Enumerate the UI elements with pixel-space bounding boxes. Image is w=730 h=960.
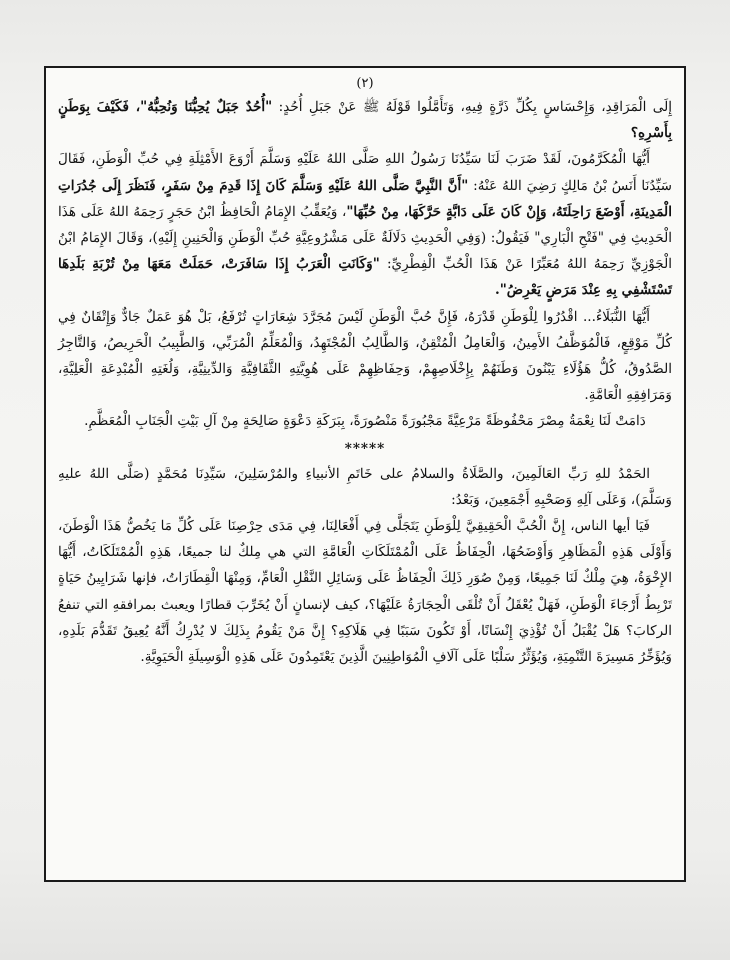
document-frame [44,66,686,882]
paragraph-1 [58,94,672,146]
hadith-quote: "أُحُدٌ جَبَلٌ يُحِبُّنَا وَنُحِبُّهُ"، فَكَيْفَ بِوَطَنٍ بِأَسْرِهِ؟ [58,99,672,142]
text-run: ، وَيُعَقِّبُ الإِمَامُ الْحَافِظُ ابْنُ حَجَرٍ رَحِمَهُ اللهُ عَلَى هَذَا الْحَدِيثِ فِي "فَتْحِ الْبَارِي" فَيَقُولُ: (وَفِي الْحَدِيثِ دَلَالَةٌ عَلَى مَشْرُوعِيَّةِ حُبِّ الْوَطَنِ وَالْحَنِينِ إِلَيْهِ)، وَقَالَ الإِمَامُ ابْنُ الْجَوْزِيِّ رَحِمَهُ اللهُ مُعَبِّرًا عَنْ هَذَا الْحُبِّ الْفِطْرِيِّ: [58,203,673,273]
text-run: الحَمْدُ للهِ رَبِّ العَالَمِينَ، والصَّلَاةُ والسلامُ على خَاتَمِ الأنبياءِ والمُرْسَلِينَ، سَيِّدِنَا مُحَمَّدٍ (صَلَّى اللهُ عليهِ وَسَلَّمَ)، وَعَلَى آلِهِ وَصَحْبِهِ أَجْمَعِينَ، وَبَعْدُ: [58,465,672,508]
text-run: أَيُّهَا النُّبَلَاءُ... اقْدُرُوا لِلْوَطَنِ قَدْرَهُ، فَإِنَّ حُبَّ الْوَطَنِ لَيْسَ مُجَرَّدَ شِعَارَاتٍ تُرْفَعُ، بَلْ هُوَ عَمَلٌ جَادٌّ وَإِتْقَانٌ فِي كُلِّ مَوْقِعٍ، فَالْمُوَظَّفُ الأَمِينُ، وَالْعَامِلُ الْمُتْقِنُ، وَالطَّالِبُ الْمُجْتَهِدُ، وَالْمُعَلِّمُ الْمُرَبِّي، وَالطَّبِيبُ الْحَرِيصُ، وَالتَّاجِرُ الصَّدُوقُ، كُلُّ هَؤُلَاءِ يَبْنُونَ وَطَنَهُمْ بِإِخْلَاصِهِمْ، وَحِفَاظِهِمْ عَلَى هُوِيَّتِهِ الثَّقَافِيَّةِ وَالدِّينِيَّةِ، وَلُغَتِهِ الْمُبْدِعَةِ الْعَلِيَّةِ، وَمَرَافِقِهِ الْعَامَّةِ. [58,308,672,404]
paragraph-2 [58,146,672,303]
page-number: (٢) [356,76,374,91]
paragraph-5 [58,461,672,513]
paragraph-6 [58,513,672,670]
document-body [58,76,672,872]
text-run: إِلَى الْمَرَاقِدِ، وَإِحْسَاسٍ بِكُلِّ ذَرَّةٍ فِيهِ، وَتَأَمَّلُوا قَوْلَهُ ﷺ عَنْ جَبَلِ أُحُدٍ: [272,99,673,115]
paragraph-3 [58,304,672,409]
section-separator: ***** [344,440,386,457]
text-run: أَيُّهَا الْمُكَرَّمُونَ، لَقَدْ ضَرَبَ لَنَا سَيِّدُنَا رَسُولُ اللهِ صَلَّى اللهُ عَلَيْهِ وَسَلَّمَ أَرْوَعَ الأَمْثِلَةِ فِي حُبِّ الْوَطَنِ، فَقَالَ سَيِّدُنَا أَنَسُ بْنُ مَالِكٍ رَضِيَ اللهُ عَنْهُ: [58,151,672,194]
hadith-quote: "أَنَّ النَّبِيَّ صَلَّى اللهُ عَلَيْهِ وَسَلَّمَ كَانَ إِذَا قَدِمَ مِنْ سَفَرٍ، فَنَظَرَ إِلَى جُدُرَاتِ الْمَدِينَةِ، أَوْضَعَ رَاحِلَتَهُ، وَإِنْ كَانَ عَلَى دَابَّةٍ حَرَّكَهَا، مِنْ حُبِّهَا" [58,177,672,220]
scholar-quote: "وَكَانَتِ الْعَرَبُ إِذَا سَافَرَتْ، حَمَلَتْ مَعَهَا مِنْ تُرْبَةِ بَلَدِهَا تَسْتَشْفِي بِهِ عِنْدَ مَرَضٍ يَعْرِضُ". [58,256,672,299]
text-run: فَيَا أيها الناس، إِنَّ الْحُبَّ الْحَقِيقِيَّ لِلْوَطَنِ يَتَجَلَّى فِي أَفْعَالِنَا، فِي مَدَى حِرْصِنَا عَلَى كُلِّ مَا يَخُصُّ هَذَا الْوَطَنَ، وَأَوْلَى هَذِهِ الْمَظَاهِرِ وَأَوْضَحُهَا، الْحِفَاظُ عَلَى الْمُمْتَلَكَاتِ الْعَامَّةِ التي هي مِلكٌ لنا جميعًا، هَذِهِ الْمُمْتَلَكَاتُ، أَيُّهَا الإِخْوَةُ، هِيَ مِلْكٌ لَنَا جَمِيعًا، وَمِنْ صُوَرِ ذَلِكَ الْحِفَاظُ عَلَى وَسَائِلِ النَّقْلِ الْعَامِّ، وَمِنْهَا الْقِطَارَاتُ، فإنها شَرَايِينُ حَيَاةٍ تَرْبِطُ أَرْجَاءَ الْوَطَنِ، فَهَلْ يُعْقَلُ أَنْ تُلْقَى الْحِجَارَةُ عَلَيْهَا؟، كيف لإنسانٍ أَنْ يُخَرِّبَ قطارًا ويعبث بمرافقهِ التي تنفعُ الركابَ؟ هَلْ يُقْبَلُ أَنْ تُؤْذِيَ إِنْسَانًا، أَوْ تَكُونَ سَبَبًا فِي هَلَاكِهِ؟ إِنَّ مَنْ يَقُومُ بِذَلِكَ لا يُدْرِكُ أَنَّهُ يُعِيقُ تَقَدُّمَ بَلَدِهِ، وَيُؤَخِّرُ مَسِيرَةَ التَّنْمِيَةِ، وَيُؤَثِّرُ سَلْبًا عَلَى آلَافِ الْمُوَاطِنِينَ الَّذِينَ يَعْتَمِدُونَ عَلَى هَذِهِ الْوَسِيلَةِ الْحَيَوِيَّةِ. [58,518,672,666]
text-run: دَامَتْ لَنَا نِعْمَةُ مِصْرَ مَحْفُوظَةً مَرْعِيَّةً مَجْبُورَةً مَنْصُورَةً، بِبَرَكَةِ دَعْوَةٍ صَالِحَةٍ مِنْ آلِ بَيْتِ الْجَنَابِ الْمُعَظَّمِ. [84,413,646,430]
paragraph-4-prayer [58,408,672,434]
